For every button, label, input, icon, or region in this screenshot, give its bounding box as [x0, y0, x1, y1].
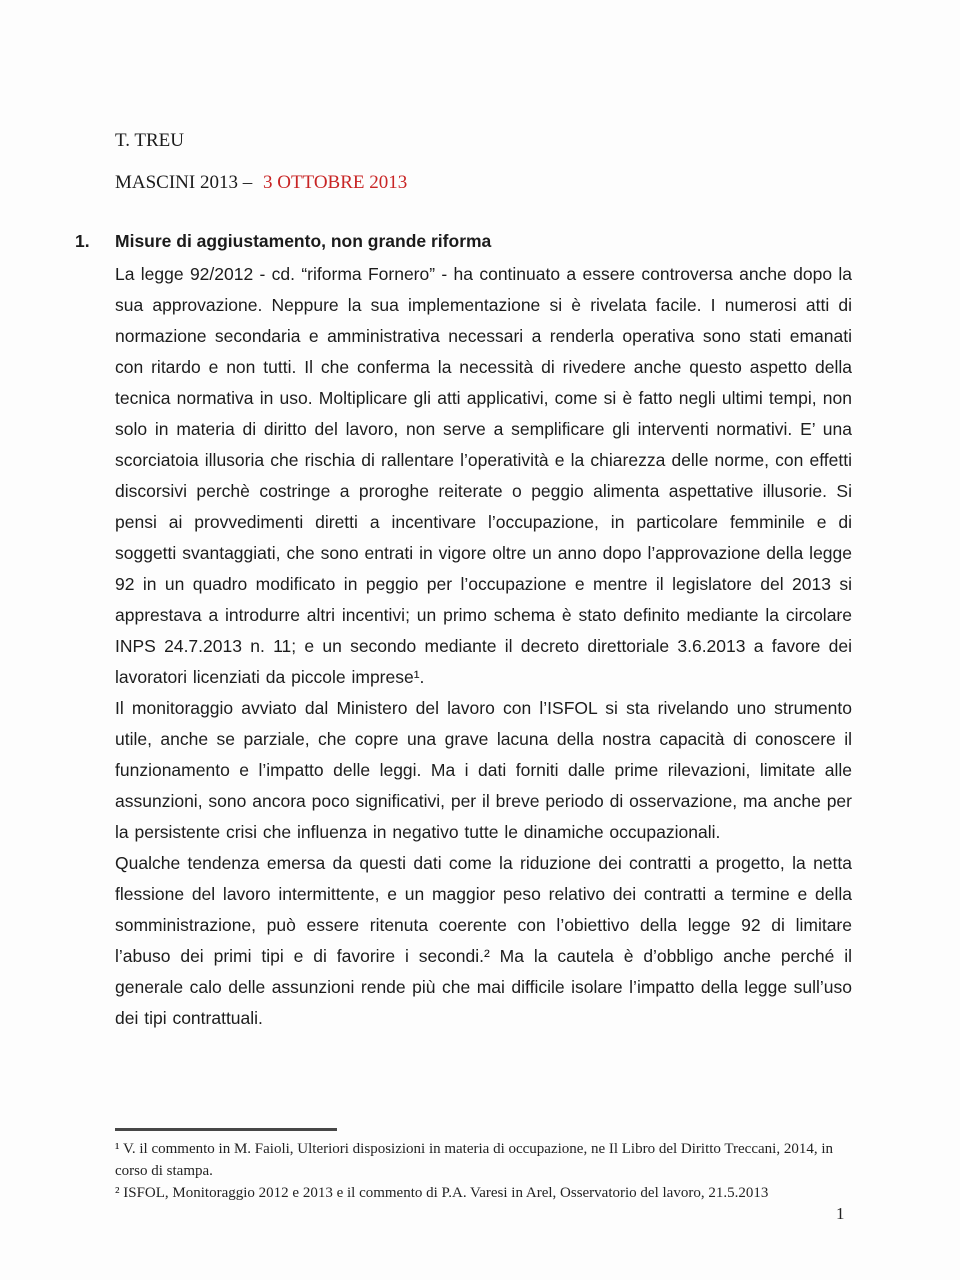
- title-text: MASCINI 2013 –: [115, 172, 253, 193]
- footnote-separator: [115, 1128, 337, 1131]
- footnote-2: ² ISFOL, Monitoraggio 2012 e 2013 e il commento di P.A. Varesi in Arel, Osservatorio del lavoro, 21.5.2013: [115, 1185, 769, 1201]
- footnote-1: ¹ V. il commento in M. Faioli, Ulteriori disposizioni in materia di occupazione, ne Il Libro del Diritto Treccani, 2014, in corso di stampa.: [115, 1141, 833, 1179]
- body-paragraph-1: La legge 92/2012 - cd. “riforma Fornero” - ha continuato a essere controversa anche dopo la sua approvazione. Neppure la sua implementazione si è rivelata facile. I numerosi atti di normazione secondaria e amministrativa necessari a renderla operativa sono stati emanati con ritardo e non tutti. Il che conferma la necessità di rivedere anche questo aspetto della tecnica normativa in uso. Moltiplicare gli atti applicativi, come si è fatto negli ultimi tempi, non solo in materia di diritto del lavoro, non serve a semplificare gli interventi normativi. E’ una scorciatoia illusoria che rischia di rallentare l’operatività e la chiarezza delle norme, con effetti discorsivi perchè costringe a proroghe reiterate o peggio alimenta aspettative illusorie. Si pensi ai provvedimenti diretti a incentivare l’occupazione, in particolare femminile e di soggetti svantaggiati, che sono entrati in vigore oltre un anno dopo l’approvazione della legge 92 in un quadro modificato in peggio per l’occupazione e mentre il legislatore del 2013 si apprestava a introdurre altri incentivi; un primo schema è stato definito mediante la circolare INPS 24.7.2013 n. 11; e un secondo mediante il decreto direttoriale 3.6.2013 a favore dei lavoratori licenziati da piccole imprese¹.: [115, 264, 852, 687]
- page-number: 1: [836, 1204, 845, 1223]
- body-paragraph-3: Qualche tendenza emersa da questi dati come la riduzione dei contratti a progetto, la netta flessione del lavoro intermittente, e un maggior peso relativo dei contratti a termine e della somministrazione, può essere ritenuta coerente con l’obiettivo della legge 92 di limitare l’abuso dei primi tipi e di favorire i secondi.² Ma la cautela è d’obbligo anche perché il generale calo delle assunzioni rende più che mai difficile isolare l’impatto della legge sull’uso dei tipi contrattuali.: [115, 853, 852, 1028]
- section-title: Misure di aggiustamento, non grande riforma: [115, 231, 492, 251]
- document-title-line: [115, 172, 407, 194]
- body-paragraph-2: Il monitoraggio avviato dal Ministero del lavoro con l’ISFOL si sta rivelando uno strumento utile, anche se parziale, che copre una grave lacuna della nostra capacità di conoscere il funzionamento e l’impatto delle leggi. Ma i dati forniti dalle prime rilevazioni, limitate alle assunzioni, sono ancora poco significativi, per il breve periodo di osservazione, ma anche per la persistente crisi che influenza in negativo tutte le dinamiche occupazionali.: [115, 698, 852, 842]
- author-line: T. TREU: [115, 130, 184, 151]
- title-date-red: 3 OTTOBRE 2013: [262, 172, 408, 193]
- footnote-area: [115, 1128, 855, 1204]
- section-number: 1.: [75, 231, 90, 251]
- document-body: [115, 259, 852, 1034]
